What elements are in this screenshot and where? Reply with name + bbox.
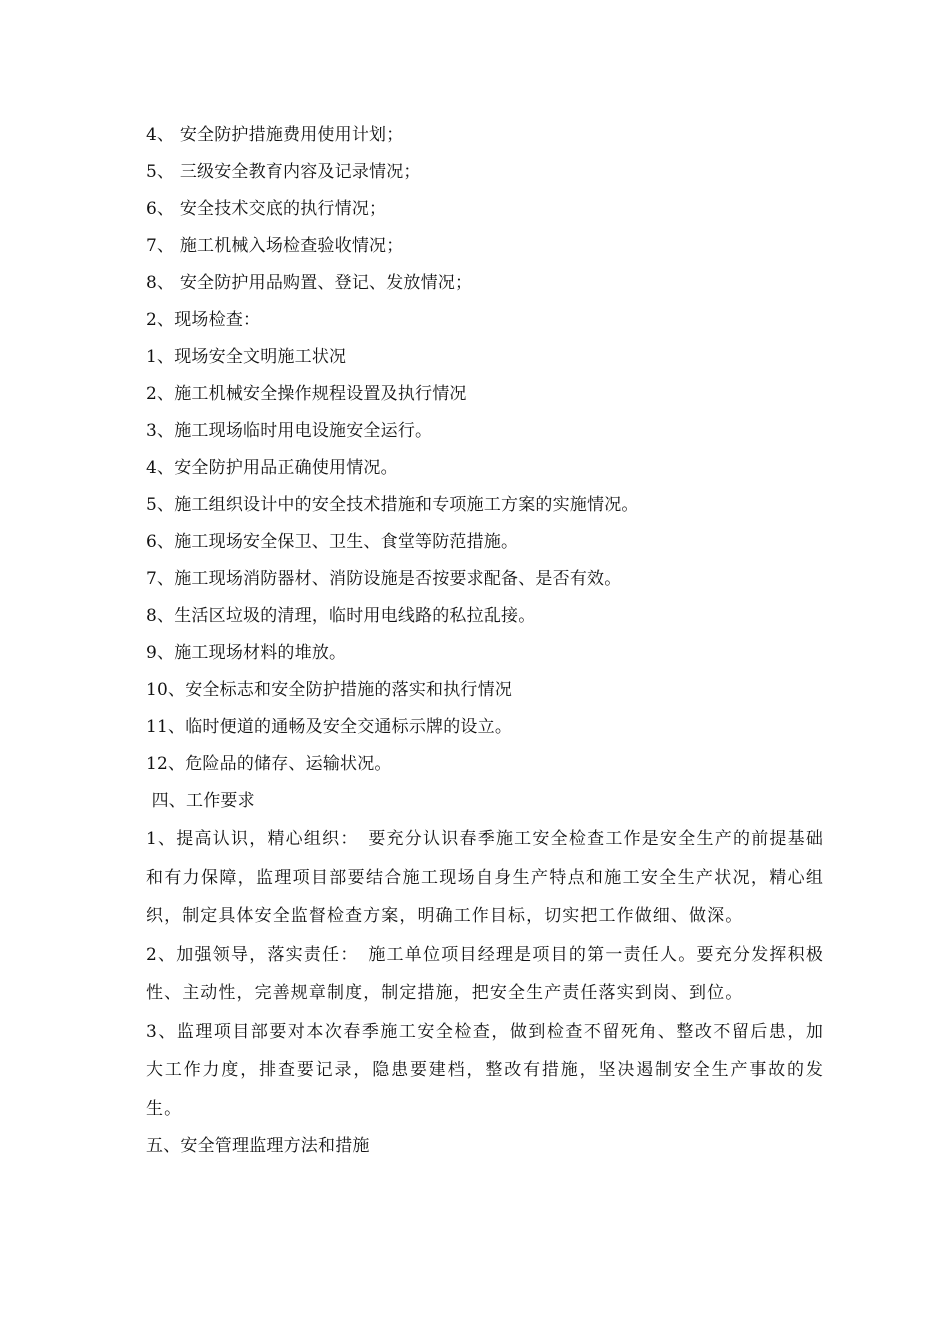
list-item: 4、安全防护用品正确使用情况。 [146,458,398,478]
list-item: 5、施工组织设计中的安全技术措施和专项施工方案的实施情况。 [146,495,639,515]
list-item: 3、施工现场临时用电设施安全运行。 [146,421,433,441]
list-item: 8、 安全防护用品购置、登记、发放情况； [146,273,473,293]
list-item: 10、安全标志和安全防护措施的落实和执行情况 [146,680,513,700]
list-item: 5、 三级安全教育内容及记录情况； [146,162,421,182]
section-heading: 五、安全管理监理方法和措施 [146,1136,370,1156]
list-item: 12、危险品的储存、运输状况。 [146,754,392,774]
requirement-paragraph: 3、监理项目部要对本次春季施工安全检查，做到检查不留死角、整改不留后患，加大工作力度，排查要记录，隐患要建档，整改有措施，坚决遏制安全生产事故的发生。 [146,1021,824,1119]
list-item: 4、 安全防护措施费用使用计划； [146,125,404,145]
list-item: 8、生活区垃圾的清理，临时用电线路的私拉乱接。 [146,606,536,626]
section-heading: 四、工作要求 [146,791,255,811]
requirement-paragraph: 2、加强领导，落实责任： 施工单位项目经理是项目的第一责任人。要充分发挥积极性、主动性，完善规章制度，制定措施，把安全生产责任落实到岗、到位。 [146,944,824,1003]
list-item: 2、施工机械安全操作规程设置及执行情况 [146,384,467,404]
list-item: 6、 安全技术交底的执行情况； [146,199,387,219]
list-item: 11、临时便道的通畅及安全交通标示牌的设立。 [146,717,513,737]
list-item: 6、施工现场安全保卫、卫生、食堂等防范措施。 [146,532,519,552]
list-item: 1、现场安全文明施工状况 [146,347,347,367]
document-body [146,117,824,1165]
list-item: 7、 施工机械入场检查验收情况； [146,236,404,256]
section-heading: 2、现场检查： [146,310,261,330]
requirement-paragraph: 1、提高认识，精心组织： 要充分认识春季施工安全检查工作是安全生产的前提基础和有力保障，监理项目部要结合施工现场自身生产特点和施工安全生产状况，精心组织，制定具体安全监督检查方案，明确工作目标，切实把工作做细、做深。 [146,829,824,926]
list-item: 9、施工现场材料的堆放。 [146,643,347,663]
list-item: 7、施工现场消防器材、消防设施是否按要求配备、是否有效。 [146,569,622,589]
